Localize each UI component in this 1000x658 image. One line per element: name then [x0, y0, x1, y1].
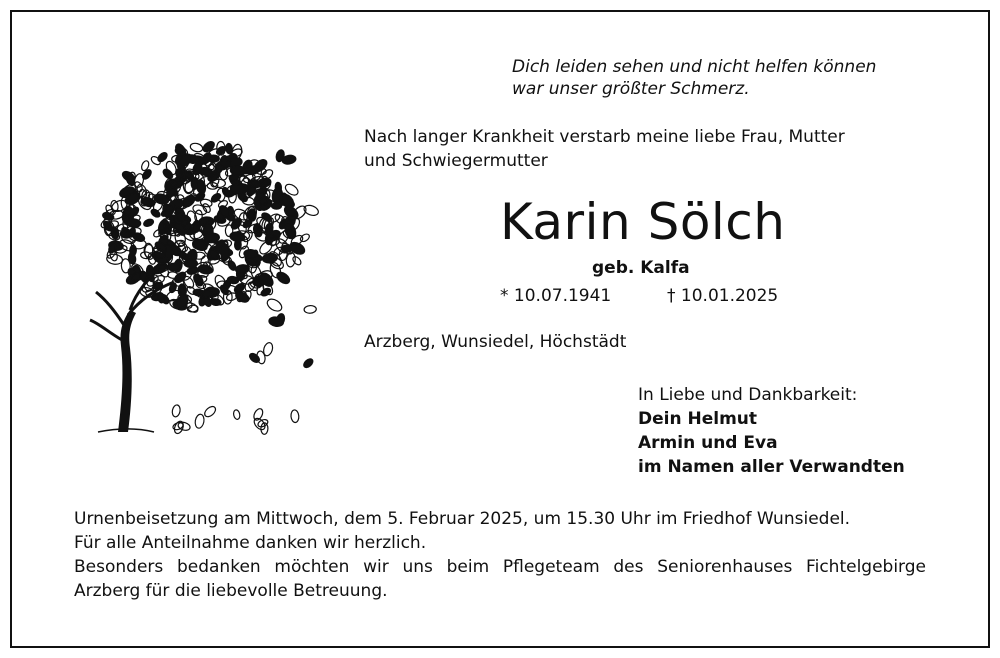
- intro-line-2: und Schwiegermutter: [364, 151, 548, 171]
- mourners-heading: In Liebe und Dankbarkeit:: [638, 385, 858, 405]
- mourner-name: Dein Helmut: [638, 409, 758, 429]
- mourners: [638, 383, 905, 479]
- motto-line-2: war unser größter Schmerz.: [512, 79, 750, 99]
- notice-line-2: Für alle Anteilnahme danken wir herzlich.: [74, 533, 427, 553]
- mourner-name: im Namen aller Verwandten: [638, 457, 905, 477]
- intro-line-1: Nach langer Krankheit verstarb meine liebe Frau, Mutter: [364, 127, 845, 147]
- mourner-name: Armin und Eva: [638, 433, 778, 453]
- funeral-notice: [74, 507, 926, 603]
- motto-line-1: Dich leiden sehen und nicht helfen können: [512, 57, 877, 77]
- notice-line-1: Urnenbeisetzung am Mittwoch, dem 5. Februar 2025, um 15.30 Uhr im Friedhof Wunsiedel.: [74, 509, 851, 529]
- birth-date: * 10.07.1941: [500, 286, 612, 306]
- intro-text: [364, 125, 934, 173]
- notice-line-3: Besonders bedanken möchten wir uns beim Pflegeteam des Seniorenhauses Fichtelgebirge: [74, 557, 926, 577]
- notice-line-4: Arzberg für die liebevolle Betreuung.: [74, 581, 388, 601]
- windblown-tree-icon: [78, 110, 328, 440]
- deceased-name: Karin Sölch: [500, 193, 786, 251]
- motto: [512, 56, 876, 100]
- death-date: † 10.01.2025: [667, 286, 779, 306]
- maiden-name: geb. Kalfa: [592, 258, 690, 278]
- places: Arzberg, Wunsiedel, Höchstädt: [364, 332, 627, 352]
